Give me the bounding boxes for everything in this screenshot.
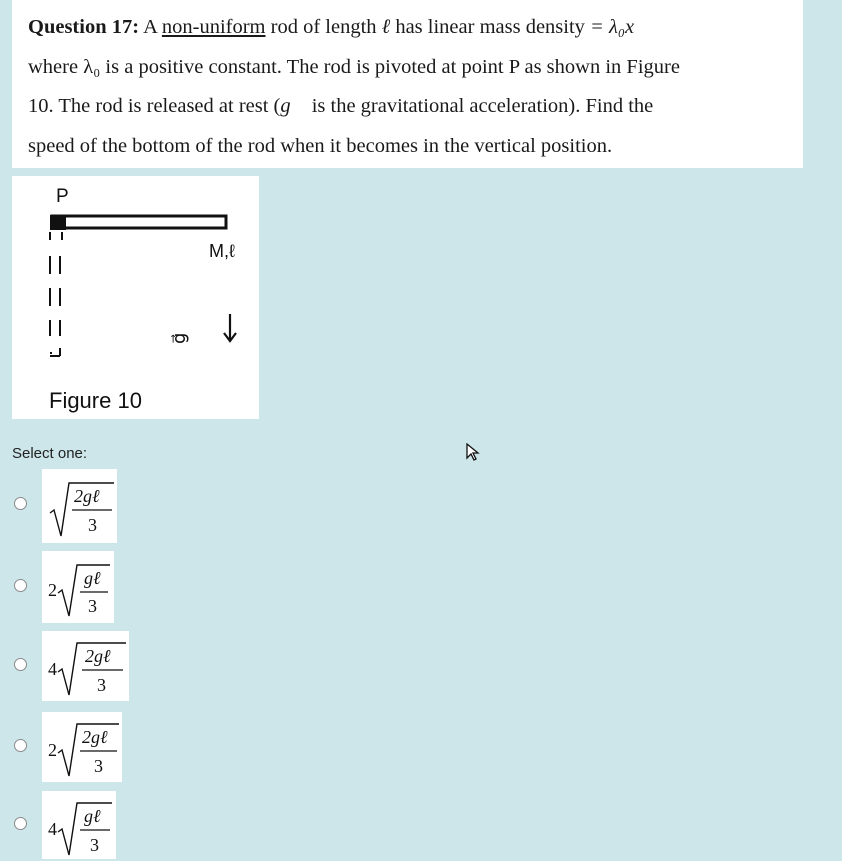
option-1-formula[interactable] xyxy=(42,469,117,543)
rod-label: M,ℓ xyxy=(209,241,235,261)
non-uniform-text: non-uniform xyxy=(161,16,266,38)
svg-text:g⃗: g⃗ xyxy=(169,332,189,344)
question-card xyxy=(12,0,803,168)
svg-text:3: 3 xyxy=(94,756,103,776)
option-2-formula[interactable] xyxy=(42,551,114,623)
svg-text:2: 2 xyxy=(48,740,57,760)
svg-text:gℓ: gℓ xyxy=(84,568,101,588)
svg-text:2gℓ: 2gℓ xyxy=(85,646,111,666)
figure-10 xyxy=(12,176,259,419)
question-line-3: 10. The rod is released at rest (g⃗ is the gravitational acceleration). Find the xyxy=(28,95,654,117)
option-3-radio[interactable] xyxy=(14,658,27,671)
svg-text:2gℓ: 2gℓ xyxy=(82,727,108,747)
question-line-2: where λ₀ is a positive constant. The rod is pivoted at point P as shown in Figure xyxy=(28,55,680,78)
svg-text:3: 3 xyxy=(88,515,97,535)
question-line-4: speed of the bottom of the rod when it becomes in the vertical position. xyxy=(28,134,613,157)
svg-text:2gℓ: 2gℓ xyxy=(74,486,100,506)
gravity-symbol xyxy=(169,333,189,344)
rod-diagram xyxy=(12,176,259,419)
option-5-radio[interactable] xyxy=(14,817,27,830)
option-4-radio[interactable] xyxy=(14,739,27,752)
svg-text:4: 4 xyxy=(48,819,57,839)
question-line-1: Question 17: A non-uniform rod of length ℓ has linear mass density = λ₀x xyxy=(28,16,635,38)
option-5-formula[interactable] xyxy=(42,791,116,859)
horizontal-rod xyxy=(52,216,226,228)
svg-text:3: 3 xyxy=(88,596,97,616)
option-1-radio[interactable] xyxy=(14,497,27,510)
pivot-label: P xyxy=(56,186,69,207)
figure-caption: Figure 10 xyxy=(49,388,142,413)
svg-text:2: 2 xyxy=(48,580,57,600)
down-arrow-icon xyxy=(224,314,236,341)
question-text xyxy=(28,8,790,166)
question-number: Question 17: xyxy=(28,16,140,38)
svg-text:3: 3 xyxy=(90,835,99,855)
option-2-radio[interactable] xyxy=(14,579,27,592)
option-4-formula[interactable] xyxy=(42,712,122,782)
mouse-cursor-icon xyxy=(466,443,482,463)
option-3-formula[interactable] xyxy=(42,631,129,701)
svg-text:gℓ: gℓ xyxy=(84,806,101,826)
svg-text:4: 4 xyxy=(48,659,57,679)
svg-text:3: 3 xyxy=(97,675,106,695)
select-one-label: Select one: xyxy=(12,445,88,462)
vertical-rod-outline xyxy=(50,232,62,356)
